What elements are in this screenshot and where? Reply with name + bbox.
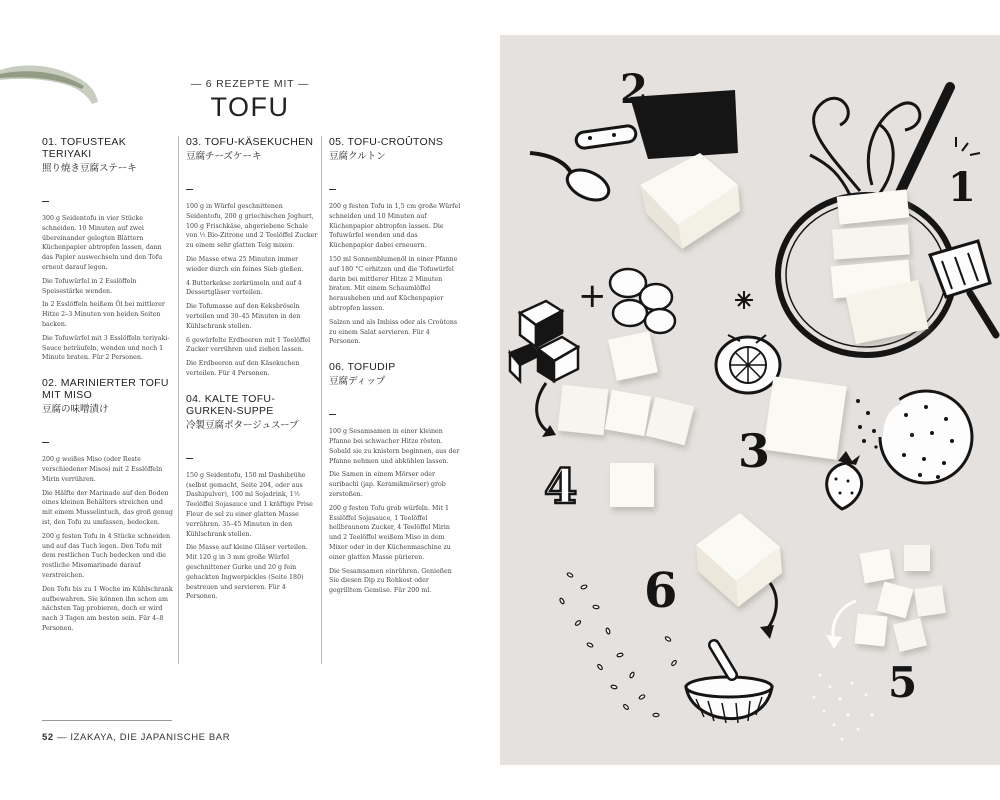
recipe-step: Die Erdbeeren auf den Käsekuchen verteilen. Für 4 Personen. <box>186 360 300 377</box>
recipe-step: 150 g Seidentofu, 150 ml Dashibrühe (selbst gemacht, Seite 204, oder aus Dashipulver), 100 ml Sojadrink, 1½ Teelöffel Sojasauce und 1 kräftige Prise Fleur de sel zu einer glatten Masse verrühren. 35–45 Minuten in den Kühlschrank stellen. <box>186 471 313 538</box>
arrow-icon <box>760 583 776 639</box>
recipe-step: 200 g festen Tofu grob würfeln. Mit 1 Esslöffel Sojasauce, 1 Teelöffel hellbraunem Zucker, 4 Teelöffel Mirin und 2 Teelöffel weißem Miso in dem Mixer oder in der Küchenmaschine zu einer glatten Masse pürieren. <box>329 504 451 561</box>
running-head: — IZAKAYA, DIE JAPANISCHE BAR <box>57 732 231 743</box>
recipe-step: Die Tofuwürfel mit 3 Esslöffeln teriyaki-Sauce beträufeln, wenden und noch 1 Minute braten. Für 2 Personen. <box>42 334 170 362</box>
page-title: TOFU <box>210 92 290 122</box>
recipe-title: 06. TOFUDIP <box>329 361 396 374</box>
divider-dash <box>329 189 336 190</box>
recipe-step: Den Tofu bis zu 1 Woche im Kühlschrank aufbewahren. Sie können ihn schon am nächsten Tag probieren, doch er wird nach 3 Tagen am besten sein. Für 4–8 Personen. <box>42 585 173 632</box>
recipe-step: 200 g weißes Miso (oder Reste verschiedener Misos) mit 2 Esslöffeln Mirin verrühren. <box>42 456 163 483</box>
divider-dash <box>186 458 193 459</box>
recipe-2-cleaver-icon <box>575 90 738 159</box>
lemon-icon <box>716 335 780 393</box>
recipe-title: 01. TOFUSTEAK TERIYAKI <box>42 136 127 160</box>
recipe-column-1 <box>42 136 174 664</box>
recipe-step: Die Sesamsamen einrühren. Genießen Sie diesen Dip zu Rohkost oder gegrilltem Gemüse. Für 200 ml. <box>329 567 452 595</box>
cubes-drawing-icon <box>510 301 578 381</box>
label-1: 1 <box>948 164 976 211</box>
header-kicker: — 6 REZEPTE MIT — <box>190 78 310 90</box>
recipe-03 <box>186 136 318 379</box>
page-header <box>180 78 320 123</box>
spoon-icon <box>530 153 613 206</box>
recipe-japanese-title: 豆腐の味噌漬け <box>42 404 109 416</box>
tofu-block-6 <box>696 513 782 607</box>
recipe-japanese-title: 豆腐クルトン <box>329 151 386 162</box>
tofu-block-2 <box>640 153 740 249</box>
recipe-04 <box>186 393 318 602</box>
divider-dash <box>329 414 336 415</box>
salt-sprinkle <box>813 674 874 741</box>
cucumber-slices-icon <box>610 269 675 333</box>
brush-stroke-decoration <box>0 58 110 118</box>
recipe-column-2 <box>178 136 318 664</box>
recipe-step: 100 g in Würfel geschnittenen Seidentofu, 200 g griechischen Joghurt, 100 g Frischkäse, abgeriebene Schale von ½ Bio-Zitrone und 2 Teelöffel Zucker zu einem sehr glatten Teig mixen. <box>186 203 318 250</box>
asterisk-icon <box>735 291 753 309</box>
strawberry-icon <box>827 451 862 509</box>
tofu-cubes-3 <box>763 376 847 460</box>
recipe-japanese-title: 冷製豆腐ポタージュスープ <box>186 419 299 431</box>
arrow-icon <box>537 383 556 437</box>
divider-dash <box>42 201 49 202</box>
recipe-step: 300 g Seidentofu in vier Stücke schneiden. 10 Minuten auf zwei übereinander gelegten Blättern Küchenpapier abtropfen lassen, dann das Papier auswechseln und den Tofu erneut darauf legen. <box>42 215 163 271</box>
recipe-title: 04. KALTE TOFU-GURKEN-SUPPE <box>186 392 276 417</box>
recipe-05 <box>329 136 463 347</box>
crumbs-dots <box>856 399 878 449</box>
arrow-icon <box>826 601 856 649</box>
recipe-step: Die Masse auf kleine Gläser verteilen. Mit 120 g in 3 mm große Würfel geschnittener Gurke und 20 g fein gehackten Ingwerpickles (Seite 180) bestreuen und servieren. Für 4 Personen. <box>186 544 308 601</box>
recipe-step: Salzen und als Imbiss oder als Croûtons zu einem Salat servieren. Für 4 Personen. <box>329 318 458 346</box>
page-footer <box>42 732 230 743</box>
page-number: 52 <box>42 732 54 743</box>
recipe-step: In 2 Esslöffeln heißem Öl bei mittlerer Hitze 2–3 Minuten von beiden Seiten backen. <box>42 301 165 328</box>
biscuit-icon <box>880 391 972 483</box>
recipe-step: 200 g festen Tofu in 1,5 cm große Würfel schneiden und 10 Minuten auf Küchenpapier abtropfen lassen. Die Tofuwürfel wenden und das Küchenpapier dabei erneuern. <box>329 203 461 250</box>
label-5: 5 <box>888 658 918 707</box>
label-2: 2 <box>620 66 648 113</box>
recipe-step: 4 Butterkekse zerkrümeln und auf 4 Dessertgläser verteilen. <box>186 279 302 297</box>
recipe-step: 100 g Sesamsamen in einer kleinen Pfanne bei schwacher Hitze rösten. Sobald sie zu knistern beginnen, aus der Pfanne nehmen und abkühlen lassen. <box>329 428 460 465</box>
recipe-title: 03. TOFU-KÄSEKUCHEN <box>186 136 314 148</box>
tofu-illustration-photo <box>500 35 1000 765</box>
tofu-croutons-5 <box>855 545 946 652</box>
recipe-02 <box>42 377 174 634</box>
recipe-japanese-title: 豆腐ディップ <box>329 376 386 388</box>
recipe-column-3 <box>321 136 463 664</box>
recipe-step: Die Hälfte der Marinade auf den Boden eines kleinen Behälters streichen und mit einem Musselintuch, das groß genug ist, den Tofu zu umfassen, bedecken. <box>42 489 173 526</box>
recipe-06 <box>329 361 463 596</box>
recipe-step: Die Masse etwa 25 Minuten immer wieder durch ein feines Sieb gießen. <box>186 255 304 273</box>
divider-dash <box>42 442 49 443</box>
recipe-step: 150 ml Sonnenblumenöl in einer Pfanne auf 180 °C erhitzen und die Tofuwürfel darin bei mittlerer Hitze 2 Minuten braten. Mit einem Schaumlöffel herausheben und auf Küchenpapier abtropfen lassen. <box>329 255 458 312</box>
plus-sign: + <box>578 276 607 316</box>
label-3: 3 <box>738 424 771 478</box>
recipe-step: 6 gewürfelte Erdbeeren mit 1 Teelöffel Zucker verrühren und ziehen lassen. <box>186 336 311 354</box>
footer-rule <box>42 720 172 721</box>
recipe-step: 200 g festen Tofu in 4 Stücke schneiden und auf das Tuch legen. Den Tofu mit dem restlichen Tuch bedecken und die restliche Misomarinade darauf verstreichen. <box>42 532 171 579</box>
recipe-title: 05. TOFU-CROÛTONS <box>329 136 444 148</box>
recipe-step: Die Tofuwürfel in 2 Esslöffeln Speisestärke wenden. <box>42 277 137 295</box>
recipe-01 <box>42 136 174 363</box>
recipe-japanese-title: 豆腐チーズケーキ <box>186 151 262 162</box>
recipe-step: Die Samen in einem Mörser oder suribachi (jap. Keramikmörser) grob zerstoßen. <box>329 471 446 498</box>
mortar-bowl-icon <box>686 645 772 723</box>
tofu-stack-1 <box>831 189 929 344</box>
recipe-title: 02. MARINIERTER TOFU MIT MISO <box>42 377 169 402</box>
label-4: 4 <box>544 459 578 515</box>
sparkle-icon <box>956 137 980 155</box>
divider-dash <box>186 189 193 190</box>
recipe-japanese-title: 照り焼き豆腐ステーキ <box>42 163 137 174</box>
label-6: 6 <box>644 563 678 619</box>
recipe-step: Die Tofumasse auf den Keksbröseln verteilen und 30–45 Minuten in den Kühlschrank stellen. <box>186 303 301 330</box>
illustration-canvas <box>500 35 1000 765</box>
